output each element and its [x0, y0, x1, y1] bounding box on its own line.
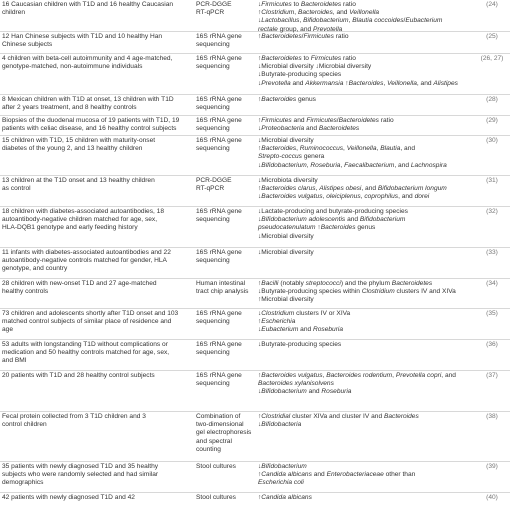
findings-cell: ↓Microbiota diversity ↑Bacteroides clarus, Alistipes obesi, and Bifidobacterium longum ↓Bacteroides vulgatus, oleiciplenus, coprophilus, and dorei — [258, 177, 447, 201]
population-cell: 13 children at the T1D onset and 13 healthy children as control — [2, 177, 155, 193]
table-row — [0, 95, 510, 116]
method-cell: Human intestinal tract chip analysis — [196, 280, 249, 296]
table-row — [0, 412, 510, 462]
reference-cell: (28) — [486, 96, 498, 103]
population-cell: 28 children with new-onset T1D and 27 age-matched healthy controls — [2, 280, 157, 296]
findings-cell: ↓Butyrate-producing species — [258, 341, 342, 348]
table-row — [0, 309, 510, 340]
reference-cell: (25) — [486, 33, 498, 40]
population-cell: 18 children with diabetes-associated autoantibodies, 18 autoantibody-negative children matched for age, sex, HLA-DQB1 genotype and early feeding history — [2, 208, 165, 232]
population-cell: Biopsies of the duodenal mucosa of 19 patients with T1D, 19 patients with celiac disease, and 16 healthy control subjects — [2, 117, 180, 133]
findings-cell: ↑Bacteroidetes/Firmicutes ratio — [258, 33, 349, 40]
findings-cell: ↑Bacteroides genus — [258, 96, 316, 103]
method-cell: Stool cultures — [196, 494, 236, 501]
findings-cell: ↑Candida albicans — [258, 494, 312, 501]
population-cell: 4 children with beta-cell autoimmunity and 4 age-matched, genotype-matched, non-autoimmune individuals — [2, 55, 173, 71]
table-row — [0, 493, 510, 510]
method-cell: 16S rRNA gene sequencing — [196, 310, 242, 326]
reference-cell: (37) — [486, 372, 498, 379]
population-cell: 53 adults with longstanding T1D without complications or medication and 50 healthy controls matched for age, sex, and BMI — [2, 341, 170, 365]
method-cell: 16S rRNA gene sequencing — [196, 55, 242, 71]
population-cell: 73 children and adolescents shortly after T1D onset and 103 matched control subjects of similar place of residence and age — [2, 310, 179, 334]
reference-cell: (31) — [486, 177, 498, 184]
reference-cell: (33) — [486, 249, 498, 256]
findings-cell: ↓Microbial diversity ↑Bacteroides, Ruminococcus, Veillonella, Blautia, and Strepto-coccus genera ↓Bifidobacterium, Roseburia, Faecalibacterium, and Lachnospira — [258, 137, 447, 169]
method-cell: 16S rRNA gene sequencing — [196, 208, 242, 224]
method-cell: 16S rRNA gene sequencing — [196, 249, 242, 265]
method-cell: PCR-DGGE RT-qPCR — [196, 177, 232, 193]
method-cell: 16S rRNA gene sequencing — [196, 137, 242, 153]
population-cell: 8 Mexican children with T1D at onset, 13 children with T1D after 2 years treatment, and 8 healthy controls — [2, 96, 174, 112]
table-row — [0, 32, 510, 54]
table-row — [0, 279, 510, 309]
population-cell: 20 patients with T1D and 28 healthy control subjects — [2, 372, 155, 379]
reference-cell: (35) — [486, 310, 498, 317]
reference-cell: (32) — [486, 208, 498, 215]
findings-cell: ↑Bacteroidetes to Firmicutes ratio ↓Microbial diversity ↓Microbial diversity ↓Butyrate-producing species ↓Prevotella and Akkermansia ↑Bacteroides, Veillonella, and Alistipes — [258, 55, 458, 87]
reference-cell: (29) — [486, 117, 498, 124]
method-cell: 16S rRNA gene sequencing — [196, 96, 242, 112]
findings-cell: ↑Firmicutes and Firmicutes/Bacteroidetes ratio ↓Proteobacteria and Bacteroidetes — [258, 117, 394, 133]
method-cell: PCR-DGGE RT-qPCR — [196, 1, 232, 17]
population-cell: 11 infants with diabetes-associated autoantibodies and 22 autoantibody-negative controls matched for gender, HLA genotype, and country — [2, 249, 171, 273]
population-cell: 15 children with T1D, 15 children with maturity-onset diabetes of the young 2, and 13 healthy children — [2, 137, 156, 153]
method-cell: Combination of two-dimensional gel electrophoresis and spectral counting — [196, 413, 252, 453]
reference-cell: (34) — [486, 280, 498, 287]
reference-cell: (30) — [486, 137, 498, 144]
method-cell: 16S rRNA gene sequencing — [196, 341, 242, 357]
table-row — [0, 54, 510, 95]
reference-cell: (39) — [486, 463, 498, 470]
findings-cell: ↑Bacteroides vulgatus, Bacteroides rodentium, Prevotella copri, and Bacteroides xylanisolvens ↓Bifidobacterium and Roseburia — [258, 372, 456, 396]
table-row — [0, 0, 510, 32]
method-cell: Stool cultures — [196, 463, 236, 470]
table-row — [0, 462, 510, 493]
reference-cell: (24) — [486, 1, 498, 8]
findings-cell: ↑Bacilli (notably streptococci) and the phylum Bacteroidetes ↓Butyrate-producing species within Clostridium clusters IV and XIVa ↑Microbial diversity — [258, 280, 456, 304]
population-cell: 35 patients with newly diagnosed T1D and 35 healthy subjects who were randomly selected and had similar demographics — [2, 463, 159, 487]
population-cell: 42 patients with newly diagnosed T1D and 42 — [2, 494, 135, 501]
findings-cell: ↓Bifidobacterium ↑Candida albicans and Enterobacteriaceae other than Escherichia coli — [258, 463, 416, 487]
reference-cell: (26, 27) — [480, 55, 504, 62]
table-row — [0, 248, 510, 279]
method-cell: 16S rRNA gene sequencing — [196, 117, 242, 133]
findings-cell: ↓Firmicutes to Bacteroidetes ratio ↑Clostridium, Bacteroides, and Veillonella ↓Lactobacillus, Bifidobacterium, Blautia coccoides/Eubacterium rectale group, and Prevotella — [258, 1, 443, 33]
reference-cell: (40) — [486, 494, 498, 501]
method-cell: 16S rRNA gene sequencing — [196, 372, 242, 388]
table-row — [0, 340, 510, 371]
table-row — [0, 371, 510, 412]
table-row — [0, 116, 510, 136]
findings-cell: ↓Lactate-producing and butyrate-producing species ↓Bifidobacterium adolescentis and Bifidobacterium pseudocatenulatum ↑Bacteroides genus ↓Microbial diversity — [258, 208, 408, 240]
table-row — [0, 136, 510, 176]
reference-cell: (38) — [486, 413, 498, 420]
population-cell: 16 Caucasian children with T1D and 16 healthy Caucasian children — [2, 1, 174, 17]
reference-cell: (36) — [486, 341, 498, 348]
findings-cell: ↓Clostridium clusters IV or XIVa ↑Escherichia ↓Eubacterium and Roseburia — [258, 310, 351, 334]
population-cell: 12 Han Chinese subjects with T1D and 10 healthy Han Chinese subjects — [2, 33, 163, 49]
method-cell: 16S rRNA gene sequencing — [196, 33, 242, 49]
findings-cell: ↓Microbial diversity — [258, 249, 314, 256]
findings-cell: ↑Clostridial cluster XIVa and cluster IV and Bacteroides ↓Bifidobacteria — [258, 413, 419, 429]
table-row — [0, 176, 510, 207]
table-row — [0, 207, 510, 248]
population-cell: Fecal protein collected from 3 T1D children and 3 control children — [2, 413, 146, 429]
